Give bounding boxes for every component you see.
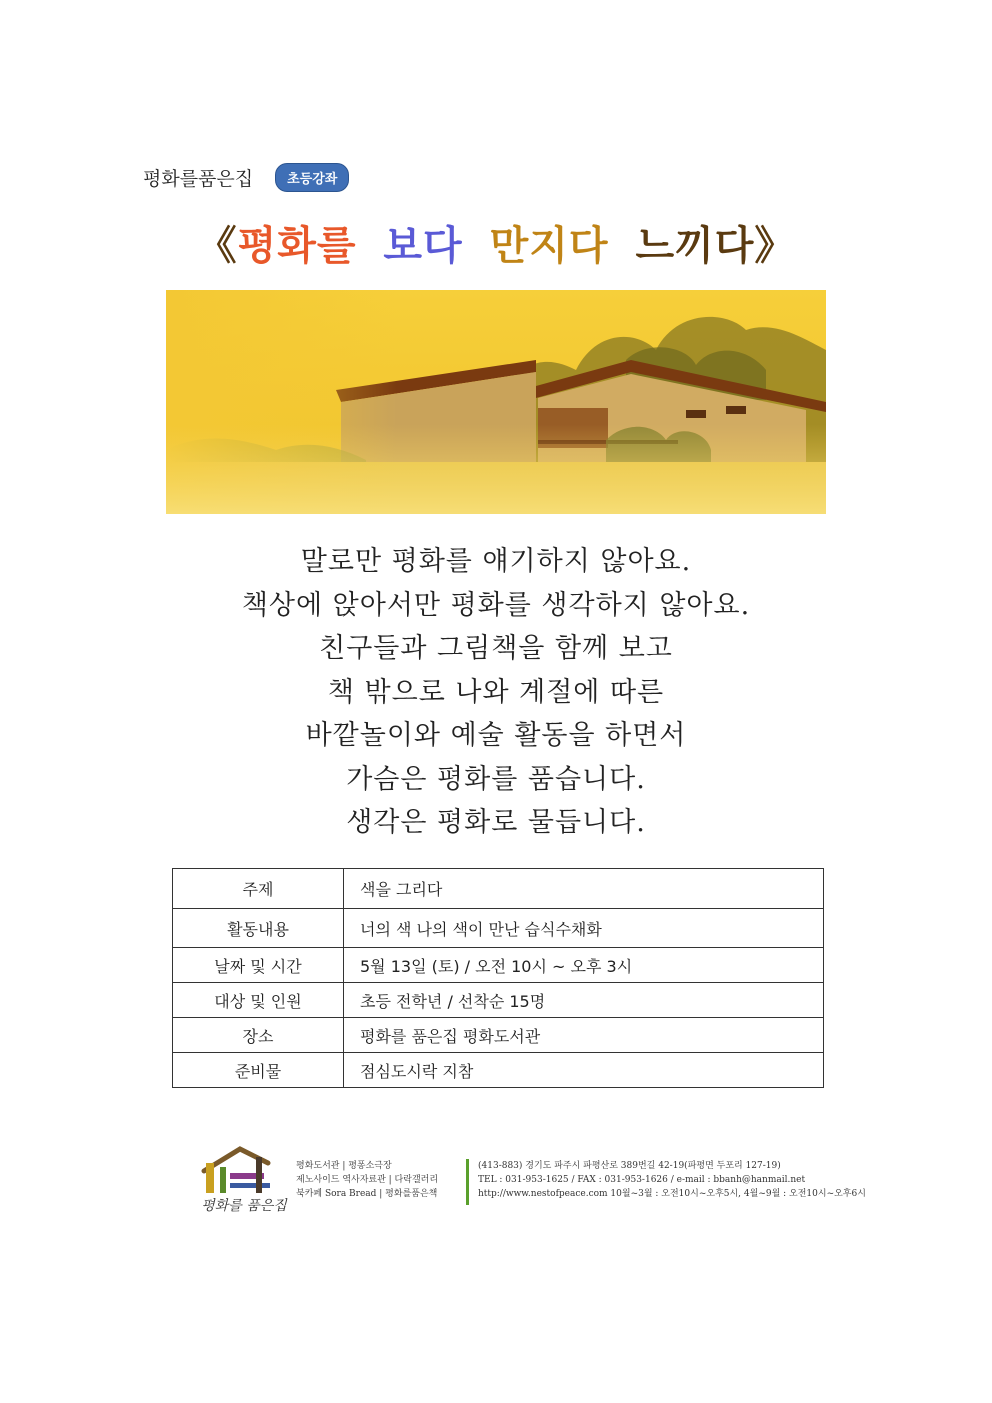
footer-phone-email: TEL : 031-953-1625 / FAX : 031-953-1626 / e-mail : bbanh@hanmail.net (478, 1175, 806, 1185)
category-badge: 초등강좌 (275, 163, 349, 192)
footer (196, 1143, 866, 1223)
table-row (173, 909, 824, 948)
poem-line: 바깥놀이와 예술 활동을 하면서 (305, 720, 687, 751)
footer-facilities (296, 1159, 438, 1201)
poem-line: 말로만 평화를 얘기하지 않아요. (300, 546, 692, 577)
title-word-4: 느끼다 (635, 223, 755, 269)
poem-line: 친구들과 그림책을 함께 보고 (319, 633, 673, 664)
title-word-3: 만지다 (489, 223, 609, 269)
info-value: 색을 그리다 (344, 869, 824, 909)
house-logo-icon (196, 1143, 292, 1199)
poem-line: 책상에 앉아서만 평화를 생각하지 않아요. (241, 589, 751, 621)
footer-website-hours: http://www.nestofpeace.com 10월~3월 : 오전10시~오후5시, 4월~9월 : 오전10시~오후6시 (478, 1189, 866, 1199)
footer-facility-line: 제노사이드 역사자료관 | 다락갤러리 (296, 1175, 439, 1185)
info-key: 준비물 (173, 1053, 344, 1088)
info-key: 날짜 및 시간 (173, 948, 344, 983)
page-header (143, 163, 349, 192)
footer-divider (466, 1159, 469, 1205)
table-row (173, 983, 824, 1018)
info-value: 평화를 품은집 평화도서관 (344, 1018, 824, 1053)
info-key: 주제 (173, 869, 344, 909)
page-title (0, 214, 992, 271)
table-row (173, 1018, 824, 1053)
info-value: 초등 전학년 / 선착순 15명 (344, 983, 824, 1018)
poem-line: 책 밖으로 나와 계절에 따른 (327, 676, 665, 708)
logo-text: 평화를 품은집 (201, 1198, 287, 1214)
footer-facility-line: 평화도서관 | 평퐁소극장 (296, 1161, 392, 1171)
poem-text (0, 540, 992, 845)
title-word-2: 보다 (383, 223, 463, 269)
title-close-bracket: 》 (754, 223, 796, 269)
footer-facility-line: 북카페 Sora Bread | 평화를품은책 (296, 1189, 438, 1199)
table-row (173, 948, 824, 983)
info-key: 활동내용 (173, 909, 344, 948)
footer-address: (413-883) 경기도 파주시 파평산로 389번길 42-19(파평면 두포리 127-19) (478, 1161, 781, 1171)
title-word-1: 평화를 (237, 223, 357, 269)
poem-line: 생각은 평화로 물듭니다. (346, 807, 646, 838)
house-logo (196, 1143, 292, 1223)
info-table (172, 868, 824, 1088)
organization-name: 평화를품은집 (143, 168, 254, 190)
info-value: 점심도시락 지참 (344, 1053, 824, 1088)
poem-line: 가슴은 평화를 품습니다. (346, 763, 646, 795)
info-key: 대상 및 인원 (173, 983, 344, 1018)
house-photo (166, 290, 826, 514)
title-open-bracket: 《 (196, 223, 238, 269)
table-row (173, 1053, 824, 1088)
info-value: 5월 13일 (토) / 오전 10시 ~ 오후 3시 (344, 948, 824, 983)
info-value: 너의 색 나의 색이 만난 습식수채화 (344, 909, 824, 948)
table-row (173, 869, 824, 909)
info-key: 장소 (173, 1018, 344, 1053)
footer-contact (478, 1159, 866, 1201)
